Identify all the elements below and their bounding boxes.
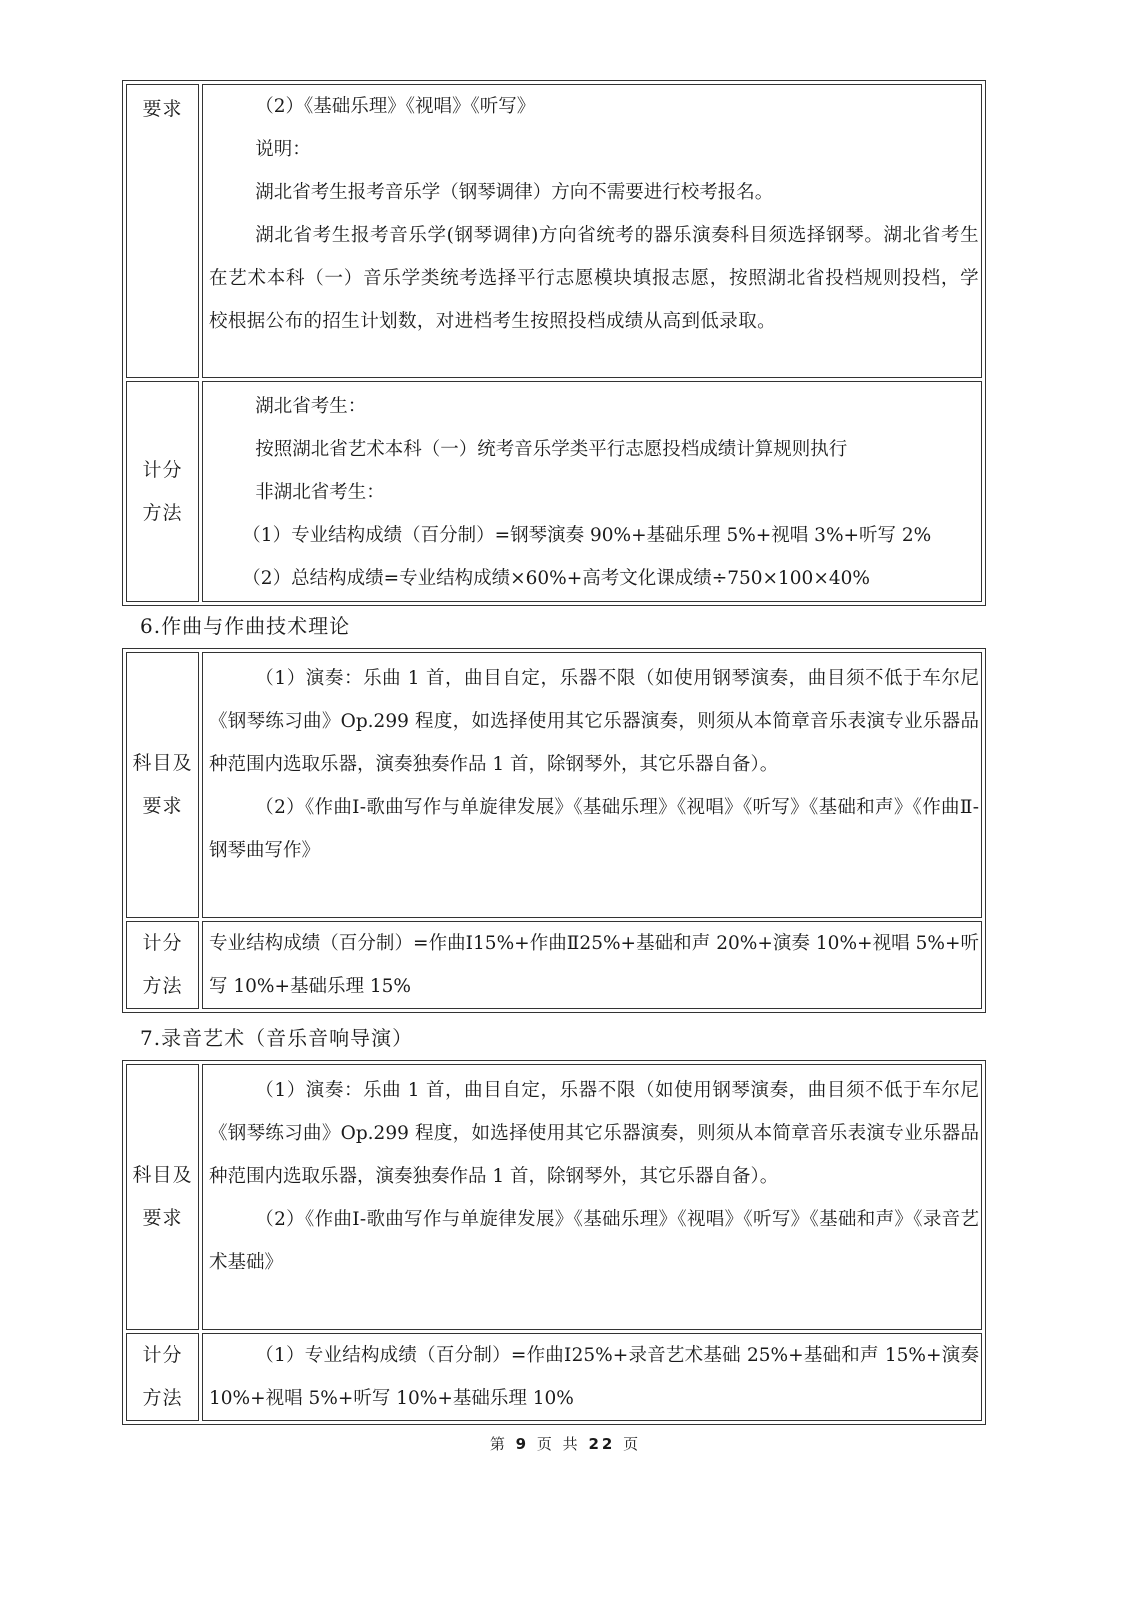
subject-paragraph: （1）演奏：乐曲 1 首，曲目自定，乐器不限（如使用钢琴演奏，曲目须不低于车尔尼《钢琴练习曲》Op.299 程度，如选择使用其它乐器演奏，则须从本简章音乐表演专业乐器品种范围内选取乐器，演奏独奏作品 1 首，除钢琴外，其它乐器自备）。: [209, 1080, 979, 1187]
table-row: [126, 381, 982, 602]
footer-suffix: 页: [623, 1435, 642, 1453]
current-page-number: 9: [515, 1435, 530, 1453]
table-row: [126, 652, 982, 918]
row-content: [202, 84, 982, 378]
subject-paragraph: （2）《作曲Ⅰ-歌曲写作与单旋律发展》《基础乐理》《视唱》《听写》《基础和声》《录音艺术基础》: [209, 1209, 979, 1273]
scoring-paragraph: 专业结构成绩（百分制）=作曲Ⅰ15%+作曲Ⅱ25%+基础和声 20%+演奏 10%+视唱 5%+听写 10%+基础乐理 15%: [209, 933, 979, 997]
note-paragraph: 湖北省考生报考音乐学（钢琴调律）方向不需要进行校考报名。: [255, 182, 774, 203]
footer-prefix: 第: [489, 1435, 508, 1453]
scoring-line: 按照湖北省艺术本科（一）统考音乐学类平行志愿投档成绩计算规则执行: [255, 439, 848, 460]
table-row: [126, 1064, 982, 1330]
label-line: 科目及: [132, 752, 193, 774]
subjects-line: （2）《基础乐理》《视唱》《听写》: [255, 96, 536, 117]
label-line: 方法: [142, 1387, 183, 1409]
row-content: [202, 921, 982, 1009]
row-label: [126, 381, 199, 602]
row-content: [202, 1333, 982, 1421]
row-content: [202, 381, 982, 602]
table-recording-arts: [122, 1060, 986, 1425]
scoring-line: 非湖北省考生：: [255, 482, 385, 503]
row-label: [126, 84, 199, 378]
label-line: 要求: [142, 795, 183, 817]
label-line: 计分: [142, 932, 183, 954]
scoring-line: （1）专业结构成绩（百分制）=钢琴演奏 90%+基础乐理 5%+视唱 3%+听写 2%: [242, 525, 932, 546]
note-heading: 说明：: [255, 139, 311, 160]
scoring-paragraph: （1）专业结构成绩（百分制）=作曲Ⅰ25%+录音艺术基础 25%+基础和声 15%+演奏 10%+视唱 5%+听写 10%+基础乐理 10%: [209, 1345, 979, 1409]
label-line: 科目及: [132, 1164, 193, 1186]
label-line: 计分: [142, 458, 183, 481]
label-line: 要求: [142, 98, 183, 120]
row-label: [126, 652, 199, 918]
label-line: 计分: [142, 1344, 183, 1366]
row-content: [202, 1064, 982, 1330]
row-label: [126, 1064, 199, 1330]
page-number-footer: [0, 1433, 1131, 1454]
row-content: [202, 652, 982, 918]
table-continued: [122, 80, 986, 606]
table-composition: [122, 648, 986, 1013]
section-heading: 6.作曲与作曲技术理论: [140, 614, 351, 638]
scoring-line: 湖北省考生：: [255, 396, 367, 417]
section-heading: 7.录音艺术（音乐音响导演）: [140, 1026, 414, 1050]
footer-middle: 页 共: [536, 1435, 581, 1453]
scoring-line: （2）总结构成绩=专业结构成绩×60%+高考文化课成绩÷750×100×40%: [242, 568, 870, 589]
table-row: [126, 1333, 982, 1421]
table-row: [126, 921, 982, 1009]
label-line: 方法: [142, 975, 183, 997]
row-label: [126, 1333, 199, 1421]
table-row: [126, 84, 982, 378]
total-page-count: 22: [588, 1435, 616, 1453]
row-label: [126, 921, 199, 1009]
label-line: 方法: [142, 501, 183, 524]
note-paragraph: 湖北省考生报考音乐学(钢琴调律)方向省统考的器乐演奏科目须选择钢琴。湖北省考生在艺术本科（一）音乐学类统考选择平行志愿模块填报志愿，按照湖北省投档规则投档，学校根据公布的招生计划数，对进档考生按照投档成绩从高到低录取。: [209, 225, 979, 332]
subject-paragraph: （1）演奏：乐曲 1 首，曲目自定，乐器不限（如使用钢琴演奏，曲目须不低于车尔尼《钢琴练习曲》Op.299 程度，如选择使用其它乐器演奏，则须从本简章音乐表演专业乐器品种范围内选取乐器，演奏独奏作品 1 首，除钢琴外，其它乐器自备）。: [209, 668, 979, 775]
subject-paragraph: （2）《作曲Ⅰ-歌曲写作与单旋律发展》《基础乐理》《视唱》《听写》《基础和声》《作曲Ⅱ-钢琴曲写作》: [209, 797, 979, 861]
label-line: 要求: [142, 1207, 183, 1229]
